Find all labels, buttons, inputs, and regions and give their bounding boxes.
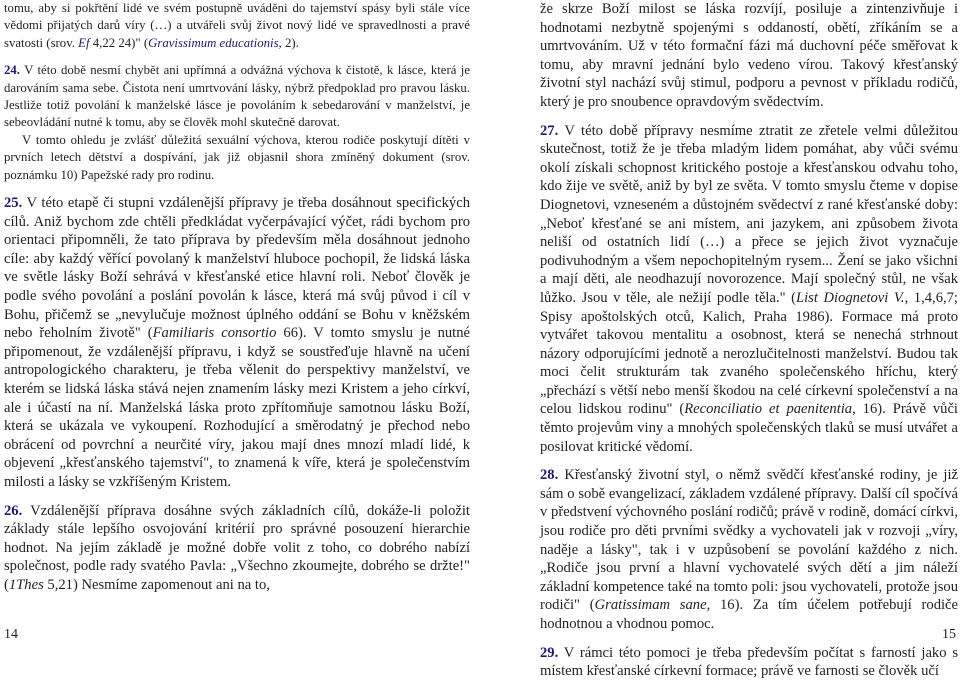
paragraph-number: 26. <box>4 502 23 519</box>
paragraph-24 <box>4 62 470 132</box>
text: V rámci této pomoci je třeba především počítat s farností jako s místem křesťanské církevní formace; právě ve farnosti se člověk učí <box>540 644 958 680</box>
text: V této době nesmí chybět ani upřímná a odvážná výchova k čistotě, k lásce, která je darováním sama sebe. Čistota není umrtvování lásky, nýbrž předpoklad pro pravou lásku. Jestliže totiž povolání k manželské lásce je povoláním k sebedarování v manželství, je sebeovládání nutné k tomu, aby se člověk mohl skutečně darovat. <box>4 63 470 130</box>
document-title: Reconciliatio et paenitentia <box>684 401 853 418</box>
page-number-left: 14 <box>4 627 18 642</box>
reference: 1Thes <box>8 576 44 593</box>
text: , 16). Za tím účelem potřebují rodiče hodnotnou a vhodnou pomoc. <box>540 597 959 632</box>
paragraph-left-1 <box>4 0 470 52</box>
text: 4,22 24)" ( <box>89 35 149 50</box>
paragraph-right-1 <box>540 0 958 112</box>
text: , 16). Právě vůči těmto projevům viny a mnohých společenských tlaků se musí utvářet a posilovat kritické vědomí. <box>540 401 958 455</box>
text: V této době přípravy nesmíme ztratit ze zřetele velmi důležitou skutečnost, totiž že je třeba mladým lidem pomáhat, aby vůči svému okolí získali schopnost kritického postoje a křesťanskou odvahu toho, kdo žije ve světě, aniž by byl ze světa. V tomto smyslu čteme v dopise Diognetovi, vzneseném a důstojném svědectví z rané křesťanské doby: „Neboť křesťané se ani místem, ani jazykem, ani způsobem života neliší od ostatních lidí (…) a přece se jejich život vyznačuje podivuhodným a všem nepochopitelným rysem... Žení se jako všichni a mají děti, ale neodhazují novorozence. Mají společný stůl, ne však lůžko. Jsou v těle, ale nežijí podle těla." ( <box>540 122 958 306</box>
paragraph-number: 24. <box>4 63 20 78</box>
paragraph-29 <box>540 644 958 681</box>
text: V této etapě či stupni vzdálenější přípravy je třeba dosáhnout specifických cílů. Aniž bychom zde chtěli předkládat vyčerpávající výčet, rádi bychom pro orientaci připomněli, že tato příprava by především měla dosáhnout jednoho cíle: aby každý věřící povolaný k manželství hluboce pochopil, že lidská láska ve světle lásky Boží sehrává v křesťanské etice hlavní roli. Neboť člověk je podle svého povolání a poslání povolán k lásce, která má svůj původ i cíl v Bohu, přičemž se „nevylučuje možnost úplného oddání se Bohu v kněžském nebo řeholním životě" ( <box>4 195 470 342</box>
document-title: Familiaris consortio <box>152 325 277 342</box>
text: tomu, aby si pokřtění lidé ve svém postupně uváděni do tajemství spásy byli stále více vědomi přijatých darů víry (…) a utvářeli svůj život nový lidé ve spravedlnosti a pravé svatosti (srov. <box>4 1 470 50</box>
right-column <box>540 0 958 681</box>
document-title: Gravissimum educationis <box>148 35 279 50</box>
paragraph-number: 28. <box>540 467 559 484</box>
document-title: List Diognetovi V. <box>796 289 905 306</box>
paragraph-25 <box>4 194 470 492</box>
text: Křesťanský životní styl, o němž svědčí křesťanské rodiny, je již sám o sobě evangelizací, základem vzdálené přípravy. Další cíl spočívá v předstvení výchovného poslání rodičů; právě v rodině, domácí církvi, jsou rodiče pro děti prvními svědky a vychovateli jak v rozvoji „víry, naděje a lásky", tak i v uzpůsobení se povolání každého z nich. „Rodiče jsou první a hlavní vychovatelé svých dětí a jim náleží základní kompetence také na tomto poli: jsou vychovateli, protože jsou rodiči" ( <box>540 467 958 614</box>
reference: Ef <box>78 35 90 50</box>
paragraph-28 <box>540 466 958 633</box>
paragraph-number: 25. <box>4 195 23 212</box>
text: V tomto ohledu je zvlášť důležitá sexuální výchova, kterou rodiče poskytují dítěti v prvních letech dětství a dospívání, jak již objasnil shora zmíněný dokument (srov. poznámku 10) Papežské rady pro rodinu. <box>4 132 470 182</box>
paragraph-number: 29. <box>540 644 559 661</box>
paragraph-27 <box>540 122 958 457</box>
text: 66). V tomto smyslu je nutné připomenout, že vzdálenější přípravu, i když se soustřeďuje hlavně na učení antropologického charakteru, je třeba vělenit do perspektivy manželství, ve kterém se lidská láska stává nejen znamením lásky mezi Kristem a jeho církví, ale i účastí na ní. Manželská láska proto zpřítomňuje samotnou lásku Boží, která se ukázala ve vykoupení. Rozhodující a směrodatný je přechod nebo obrácení od povrchní a neurčité víry, jakou mají dnes mnozí mladí lidé, k objevení „křesťanského tajemství", to znamená k víře, která je společenstvím milosti a lásky se vzkříšeným Kristem. <box>4 325 471 490</box>
text: 5,21) Nesmíme zapomenout ani na to, <box>43 576 270 593</box>
left-column <box>4 0 470 595</box>
paragraph-number: 27. <box>540 122 559 139</box>
paragraph-26 <box>4 502 470 595</box>
text: , 2). <box>278 35 299 50</box>
document-title: Gratissimam sane <box>594 597 707 614</box>
page-number-right: 15 <box>942 627 956 642</box>
text: že skrze Boží milost se láska rozvíjí, posiluje a zintenzivňuje i hodnotami nezbytně spojenými s oddaností, obětí, zříkáním se a umrtvováním. Už v této formační fázi má duchovní péče směřovat k tomu, aby mravní jednání bylo vedeno vírou. Takový křesťanský životní styl nachází svůj stimul, podporu a pevnost v příkladu rodičů, který je pro snoubence opravdovým svědectvím. <box>540 1 958 110</box>
text: Vzdálenější příprava dosáhne svých základních cílů, dokáže-li položit základy stále lepšího osvojování kritérií pro správné posouzení hierarchie hodnot. Na jejím základě je možné dobře volit z toho, co dobrého nabízí společnost, podle rady svatého Pavla: „Všechno zkoumejte, dobrého se držte!" ( <box>4 502 470 593</box>
text: , 1,4,6,7; Spisy apoštolských otců, Kalich, Praha 1986). Formace má proto vytvářet takovou mentalitu a osobnost, která se nenechá strhnout názory odporujícími jednotě a nerozlučitelnosti manželství. Budou tak moci čelit strukturám tak zvaného společenského hříchu, který „přechází s větší nebo menší škodou na celé církevní společenství a na celou lidskou rodinu" ( <box>540 289 958 418</box>
paragraph-left-3 <box>4 132 470 184</box>
